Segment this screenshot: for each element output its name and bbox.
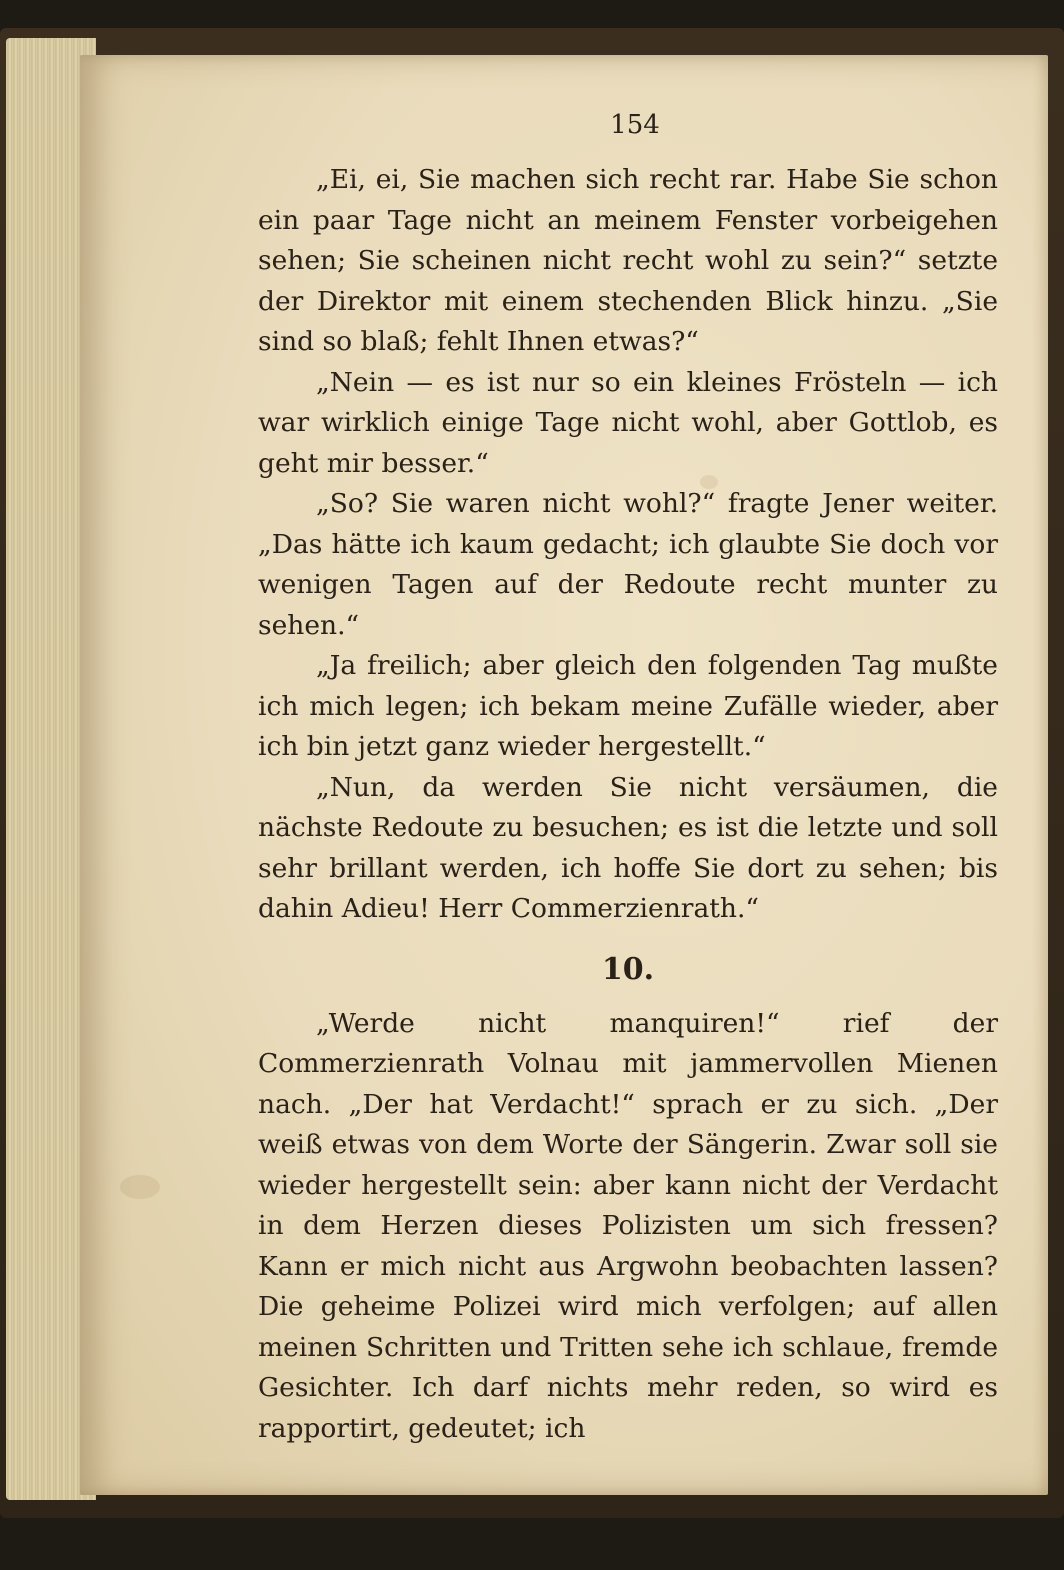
chapter-heading: 10.: [601, 951, 655, 987]
paragraph: „Ei, ei, Sie machen sich recht rar. Habe Sie schon ein paar Tage nicht an meinem Fenster vorbeigehen sehen; Sie scheinen nicht recht wohl zu sein?“ setzte der Direktor mit einem stechenden Blick hinzu. „Sie sind so blaß; fehlt Ihnen etwas?“: [258, 164, 998, 357]
paragraph: „Werde nicht manquiren!“ rief der Commerzienrath Volnau mit jammervollen Mienen nach. „Der hat Verdacht!“ sprach er zu sich. „Der weiß etwas von dem Worte der Sängerin. Zwar soll sie wieder hergestellt sein: aber kann nicht der Verdacht in dem Herzen dieses Polizisten um sich fressen? Kann er mich nicht aus Argwohn beobachten lassen? Die geheime Polizei wird mich verfolgen; auf allen meinen Schritten und Tritten sehe ich schlaue, fremde Gesichter. Ich darf nichts mehr reden, so wird es rapportirt, gedeutet; ich: [258, 1007, 998, 1444]
paragraph: „Nein — es ist nur so ein kleines Frösteln — ich war wirklich einige Tage nicht wohl, aber Gottlob, es geht mir besser.“: [258, 366, 998, 479]
page-number: 154: [610, 110, 660, 140]
paragraph: „Nun, da werden Sie nicht versäumen, die nächste Redoute zu besuchen; es ist die letzte und soll sehr brillant werden, ich hoffe Sie dort zu sehen; bis dahin Adieu! Herr Commerzienrath.“: [258, 771, 998, 924]
paragraph: „So? Sie waren nicht wohl?“ fragte Jener weiter. „Das hätte ich kaum gedacht; ich glaubte Sie doch vor wenigen Tagen auf der Redoute recht munter zu sehen.“: [258, 488, 998, 641]
page-text: [258, 160, 998, 1449]
paragraph: „Ja freilich; aber gleich den folgenden Tag mußte ich mich legen; ich bekam meine Zufälle wieder, aber ich bin jetzt ganz wieder hergestellt.“: [258, 650, 998, 762]
paper-stain: [120, 1175, 160, 1199]
